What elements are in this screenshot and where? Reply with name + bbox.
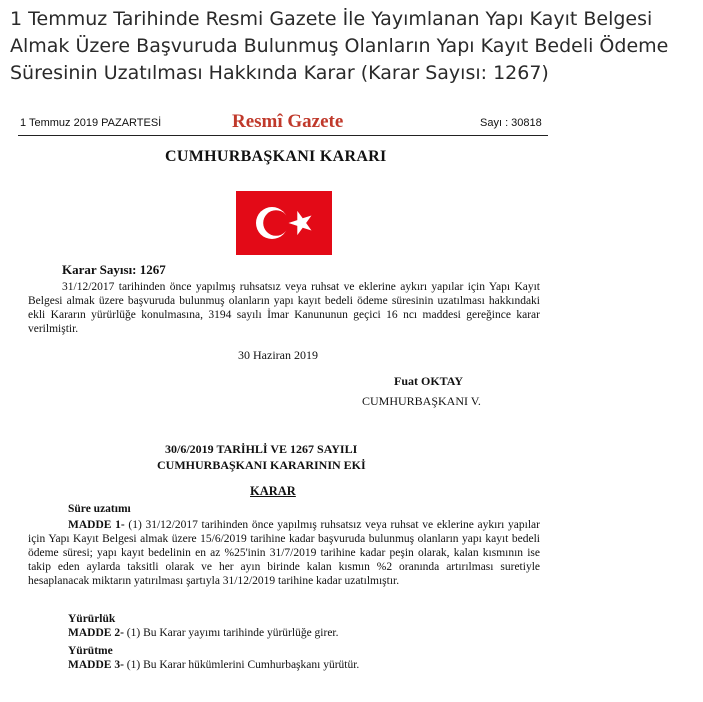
gazette-issue: Sayı : 30818 (480, 117, 542, 129)
annex-karar-title: KARAR (250, 484, 296, 498)
decision-heading: CUMHURBAŞKANI KARARI (165, 148, 387, 165)
section-title-execution: Yürütme (68, 645, 113, 657)
decision-body (28, 280, 540, 336)
section-title-effect: Yürürlük (68, 613, 116, 625)
decision-body-text: 31/12/2017 tarihinden önce yapılmış ruhsatsız veya ruhsat ve eklerine aykırı yapılar için Yapı Kayıt Belgesi almak üzere başvuruda bulunmuş olanların yapı kayıt bedeli ödeme süresinin uzatılması hakkındaki ekli Kararın yürürlüğe konulmasına, 3194 sayılı İmar Kanununun geçici 16 ncı maddesi gereğince karar verilmiştir. (28, 281, 540, 335)
article-3-text: (1) Bu Karar hükümlerini Cumhurbaşkanı yürütür. (126, 659, 360, 671)
annex-heading-line1: 30/6/2019 TARİHLİ VE 1267 SAYILI (165, 442, 358, 456)
annex-heading-line2: CUMHURBAŞKANI KARARININ EKİ (157, 458, 366, 472)
article-1 (28, 518, 540, 588)
header-divider (18, 135, 548, 136)
decision-number: Karar Sayısı: 1267 (62, 262, 166, 277)
gazette-date: 1 Temmuz 2019 PAZARTESİ (20, 117, 162, 129)
turkish-flag-icon (236, 191, 332, 255)
article-2-text: (1) Bu Karar yayımı tarihinde yürürlüğe girer. (126, 627, 339, 639)
signer-name: Fuat OKTAY (394, 374, 464, 388)
article-2 (68, 627, 339, 639)
signer-title: CUMHURBAŞKANI V. (362, 394, 481, 408)
article-3 (68, 659, 359, 671)
article-1-label: MADDE 1- (68, 519, 125, 531)
article-2-label: MADDE 2- (68, 627, 124, 639)
article-headline: 1 Temmuz Tarihinde Resmi Gazete İle Yayımlanan Yapı Kayıt Belgesi Almak Üzere Başvuruda Bulunmuş Olanların Yapı Kayıt Bedeli Ödeme Süresinin Uzatılması Hakkında Karar (Karar Sayısı: 1267) (10, 8, 669, 84)
decision-date: 30 Haziran 2019 (238, 348, 318, 362)
article-1-text: (1) 31/12/2017 tarihinden önce yapılmış ruhsatsız veya ruhsat ve eklerine aykırı yapılar için Yapı Kayıt Belgesi almak üzere 15/6/2019 tarihine kadar başvuruda bulunmuş olanların yapı kayıt bedeli ödeme süresi; yapı kayıt bedelinin en az %25'inin 31/7/2019 tarihine kadar peşin olarak, kalan kısmının ise takip eden aylarda taksitli olarak ve her ayın birinde kalan kısmın %2 oranında artırılması suretiyle hesaplanacak miktarın yatırılması şartıyla 31/12/2019 tarihine kadar uzatılmıştır. (28, 519, 540, 587)
article-3-label: MADDE 3- (68, 659, 124, 671)
gazette-name: Resmî Gazete (232, 111, 344, 132)
section-title-extension: Süre uzatımı (68, 503, 131, 515)
